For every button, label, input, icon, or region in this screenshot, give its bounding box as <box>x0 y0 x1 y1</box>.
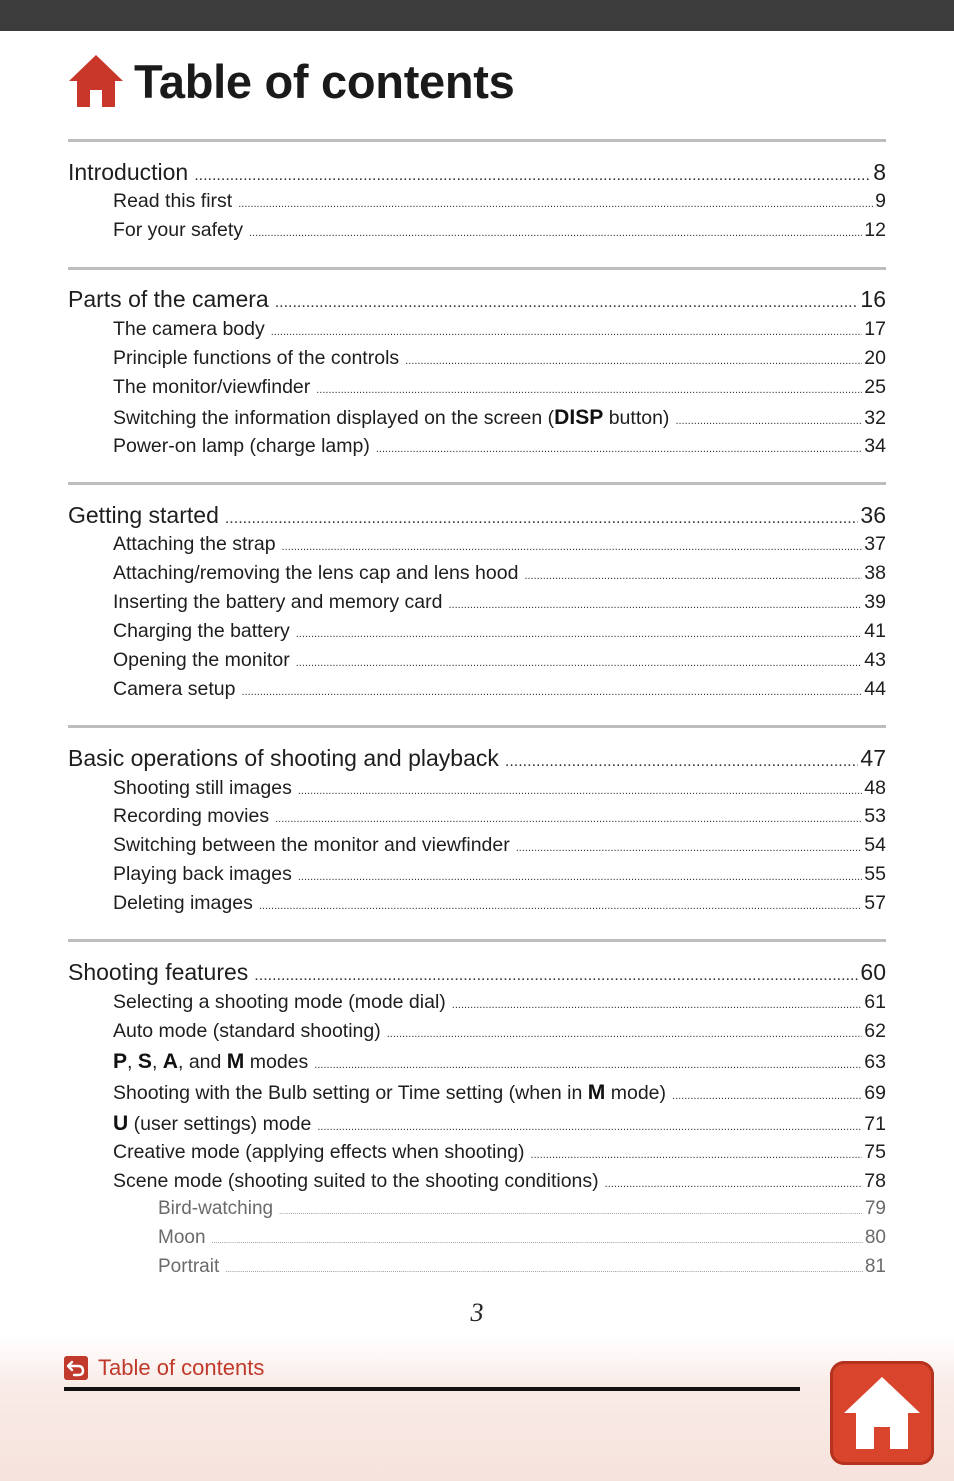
page-title: Table of contents <box>134 54 515 108</box>
toc-page: 17 <box>864 318 886 340</box>
section-divider <box>68 939 886 942</box>
mode-s-icon: S <box>137 1050 152 1073</box>
section-divider <box>68 267 886 270</box>
toc-label: Portrait <box>158 1256 220 1277</box>
toc-entry-bulb-time-setting[interactable] <box>113 1081 886 1105</box>
toc-page: 39 <box>864 591 886 613</box>
toc-label-prefix: Switching the information displayed on the screen ( <box>113 407 555 429</box>
toc-entry-camera-setup[interactable] <box>113 678 886 701</box>
toc-entry-attaching-strap[interactable] <box>113 533 886 556</box>
footer-toc-link[interactable] <box>64 1355 264 1381</box>
toc-entry-auto-mode[interactable] <box>113 1020 886 1043</box>
toc-page: 34 <box>864 435 886 457</box>
toc-page: 47 <box>860 745 886 771</box>
toc-entry-introduction[interactable] <box>68 159 886 186</box>
toc-label: Auto mode (standard shooting) <box>113 1020 381 1042</box>
toc-page: 43 <box>864 649 886 671</box>
toc-page: 8 <box>873 159 886 185</box>
toc-label: Inserting the battery and memory card <box>113 591 443 613</box>
toc-entry-scene-mode[interactable] <box>113 1170 886 1193</box>
toc-page: 37 <box>864 533 886 555</box>
toc-entry-portrait[interactable] <box>158 1256 886 1278</box>
toc-label: Bird-watching <box>158 1198 274 1219</box>
toc-entry-psam-modes[interactable]: P, S, A, and M modes ..... 63 <box>113 1050 886 1074</box>
disp-button-icon: DISP <box>554 406 604 429</box>
toc-label: Principle functions of the controls <box>113 347 400 369</box>
footer-rule <box>64 1387 800 1391</box>
toc-page: 44 <box>864 678 886 700</box>
toc-page: 48 <box>864 777 886 799</box>
toc-label: Opening the monitor <box>113 649 290 671</box>
toc-label: Shooting features <box>68 959 249 985</box>
toc-page: 12 <box>864 219 886 241</box>
toc-label: Read this first <box>113 190 233 212</box>
toc-entry-read-this-first[interactable] <box>113 190 886 213</box>
toc-entry-principle-functions[interactable] <box>113 347 886 370</box>
toc-page: 78 <box>864 1170 886 1192</box>
toc-page: 38 <box>864 562 886 584</box>
toc-entry-opening-monitor[interactable] <box>113 649 886 672</box>
return-icon <box>64 1356 88 1380</box>
page-header <box>67 46 515 116</box>
toc-label: Playing back images <box>113 863 292 885</box>
toc-page: 9 <box>875 190 886 212</box>
mode-m-icon: M <box>226 1050 245 1073</box>
toc-entry-basic-operations[interactable] <box>68 745 886 772</box>
toc-label: Selecting a shooting mode (mode dial) <box>113 991 446 1013</box>
toc-page: 20 <box>864 347 886 369</box>
toc-label: The monitor/viewfinder <box>113 376 311 398</box>
toc-entry-deleting-images[interactable] <box>113 892 886 915</box>
toc-label: Moon <box>158 1227 206 1248</box>
toc-label: Introduction <box>68 159 189 185</box>
home-icon <box>67 53 125 109</box>
section-divider <box>68 482 886 485</box>
toc-page: 81 <box>864 1256 886 1277</box>
home-icon <box>840 1373 924 1453</box>
mode-a-icon: A <box>162 1050 178 1073</box>
toc-label: Attaching the strap <box>113 533 276 555</box>
toc-label-suffix: mode) <box>605 1082 667 1104</box>
toc-label-prefix: Shooting with the Bulb setting or Time setting (when in <box>113 1082 588 1104</box>
toc-entry-disp-button[interactable] <box>113 406 886 430</box>
toc-entry-camera-body[interactable] <box>113 318 886 341</box>
toc-entry-recording-movies[interactable] <box>113 805 886 828</box>
toc-page: 80 <box>864 1227 886 1248</box>
footer-link-label: Table of contents <box>98 1355 265 1380</box>
toc-entry-playing-back-images[interactable] <box>113 863 886 886</box>
toc-label-suffix: button) <box>603 407 670 429</box>
toc-entry-shooting-still-images[interactable] <box>113 777 886 800</box>
toc-label: Scene mode (shooting suited to the shooting conditions) <box>113 1170 599 1192</box>
toc-label: Deleting images <box>113 892 253 914</box>
toc-entry-lens-cap-hood[interactable] <box>113 562 886 585</box>
section-divider <box>68 725 886 728</box>
toc-page: 55 <box>864 863 886 885</box>
toc-label: Charging the battery <box>113 620 290 642</box>
toc-entry-creative-mode[interactable] <box>113 1141 886 1164</box>
mode-u-icon: U <box>113 1112 129 1135</box>
toc-page: 32 <box>864 407 886 429</box>
toc-page: 16 <box>860 286 886 312</box>
toc-page: 53 <box>864 805 886 827</box>
toc-label: Creative mode (applying effects when shooting) <box>113 1141 525 1163</box>
toc-entry-bird-watching[interactable] <box>158 1198 886 1220</box>
toc-entry-power-on-lamp[interactable] <box>113 435 886 458</box>
toc-page: 60 <box>860 959 886 985</box>
toc-entry-battery-memory-card[interactable] <box>113 591 886 614</box>
toc-page: 61 <box>864 991 886 1013</box>
toc-label: Switching between the monitor and viewfinder <box>113 834 510 856</box>
toc-label: Basic operations of shooting and playback <box>68 745 499 771</box>
toc-page: 62 <box>864 1020 886 1042</box>
toc-label: For your safety <box>113 219 244 241</box>
toc-page: 25 <box>864 376 886 398</box>
toc-entry-monitor-viewfinder-switch[interactable] <box>113 834 886 857</box>
toc-entry-selecting-shooting-mode[interactable] <box>113 991 886 1014</box>
toc-label: Parts of the camera <box>68 286 269 312</box>
toc-page: 75 <box>864 1141 886 1163</box>
toc-page: 79 <box>864 1198 886 1219</box>
mode-m-icon: M <box>587 1081 606 1104</box>
toc-label: Power-on lamp (charge lamp) <box>113 435 370 457</box>
top-bar <box>0 0 954 31</box>
toc-page: 36 <box>860 502 886 528</box>
toc-entry-monitor-viewfinder[interactable] <box>113 376 886 399</box>
toc-label: Getting started <box>68 502 219 528</box>
toc-label: The camera body <box>113 318 265 340</box>
toc-label: Camera setup <box>113 678 236 700</box>
toc-entry-parts-of-the-camera[interactable] <box>68 286 886 313</box>
toc-entry-user-settings-mode[interactable] <box>113 1112 886 1136</box>
home-button[interactable] <box>830 1361 934 1465</box>
toc-page: 57 <box>864 892 886 914</box>
toc-entry-charging-battery[interactable] <box>113 620 886 643</box>
toc-page: 54 <box>864 834 886 856</box>
toc-label: Shooting still images <box>113 777 292 799</box>
toc-page: 69 <box>864 1082 886 1104</box>
section-divider <box>68 139 886 142</box>
toc-label: Recording movies <box>113 805 270 827</box>
toc-page: 63 <box>864 1051 886 1073</box>
page-number: 3 <box>470 1298 484 1327</box>
toc-entry-shooting-features[interactable] <box>68 959 886 986</box>
toc-entry-for-your-safety[interactable] <box>113 219 886 242</box>
mode-p-icon: P <box>113 1050 128 1073</box>
toc-label: Attaching/removing the lens cap and lens hood <box>113 562 519 584</box>
toc-entry-getting-started[interactable] <box>68 502 886 529</box>
toc-label-suffix: (user settings) mode <box>128 1113 312 1135</box>
toc-entry-moon[interactable] <box>158 1227 886 1249</box>
toc-page: 71 <box>864 1113 886 1135</box>
toc-page: 41 <box>864 620 886 642</box>
